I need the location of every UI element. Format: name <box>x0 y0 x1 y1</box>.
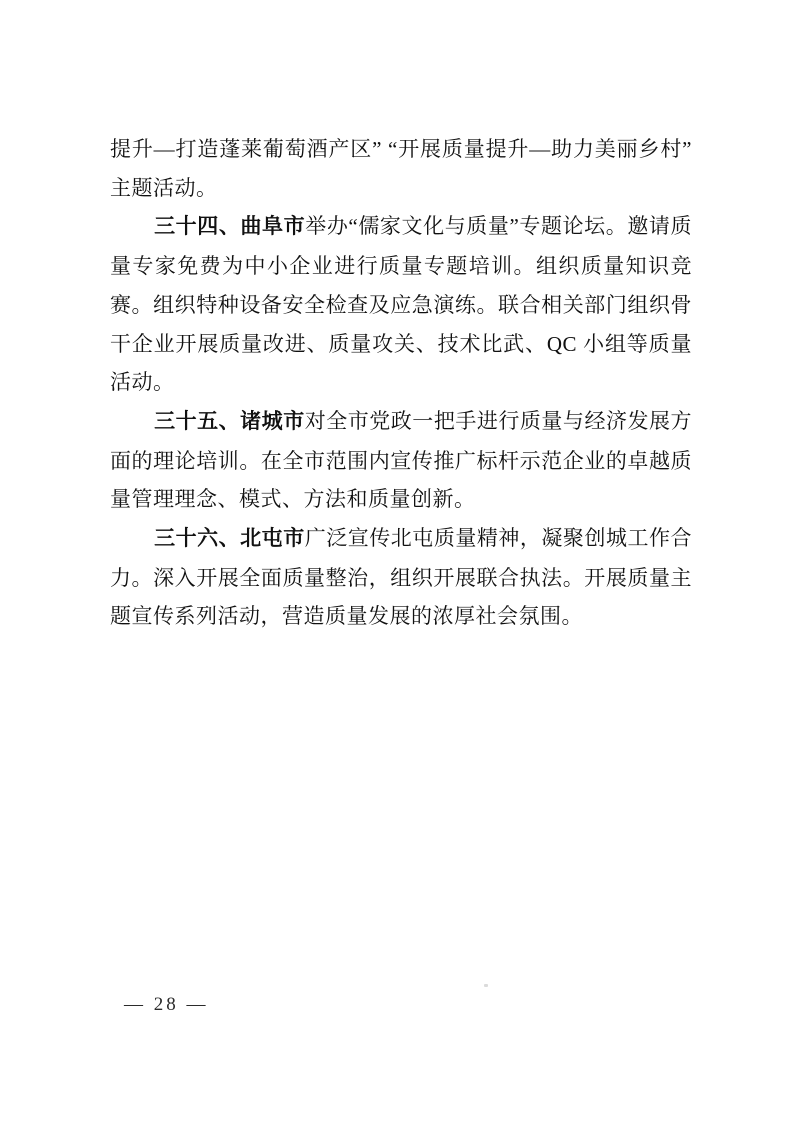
paragraph-item-34 <box>110 207 692 402</box>
paragraph-text: 提升—打造蓬莱葡萄酒产区” “开展质量提升—助力美丽乡村”主题活动。 <box>110 137 692 200</box>
paragraph-text: 举办“儒家文化与质量”专题论坛。邀请质量专家免费为中小企业进行质量专题培训。组织质量知识竞赛。组织特种设备安全检查及应急演练。联合相关部门组织骨干企业开展质量改进、质量攻关、技术比武、QC 小组等质量活动。 <box>110 214 693 395</box>
page-number: — 28 — <box>124 994 209 1015</box>
paragraph-lead: 三十五、诸城市 <box>154 409 305 433</box>
paragraph-item-36 <box>110 519 692 636</box>
scan-artifact-speck <box>484 984 488 987</box>
paragraph-text: 广泛宣传北屯质量精神，凝聚创城工作合力。深入开展全面质量整治，组织开展联合执法。开展质量主题宣传系列活动，营造质量发展的浓厚社会氛围。 <box>110 526 693 629</box>
paragraph-lead: 三十六、北屯市 <box>154 527 305 551</box>
paragraph-continuation <box>110 130 692 207</box>
paragraph-item-35 <box>110 402 692 519</box>
paragraph-lead: 三十四、曲阜市 <box>154 215 306 239</box>
paragraph-text: 对全市党政一把手进行质量与经济发展方面的理论培训。在全市范围内宣传推广标杆示范企业的卓越质量管理理念、模式、方法和质量创新。 <box>110 408 693 512</box>
body-text-block <box>110 130 692 636</box>
